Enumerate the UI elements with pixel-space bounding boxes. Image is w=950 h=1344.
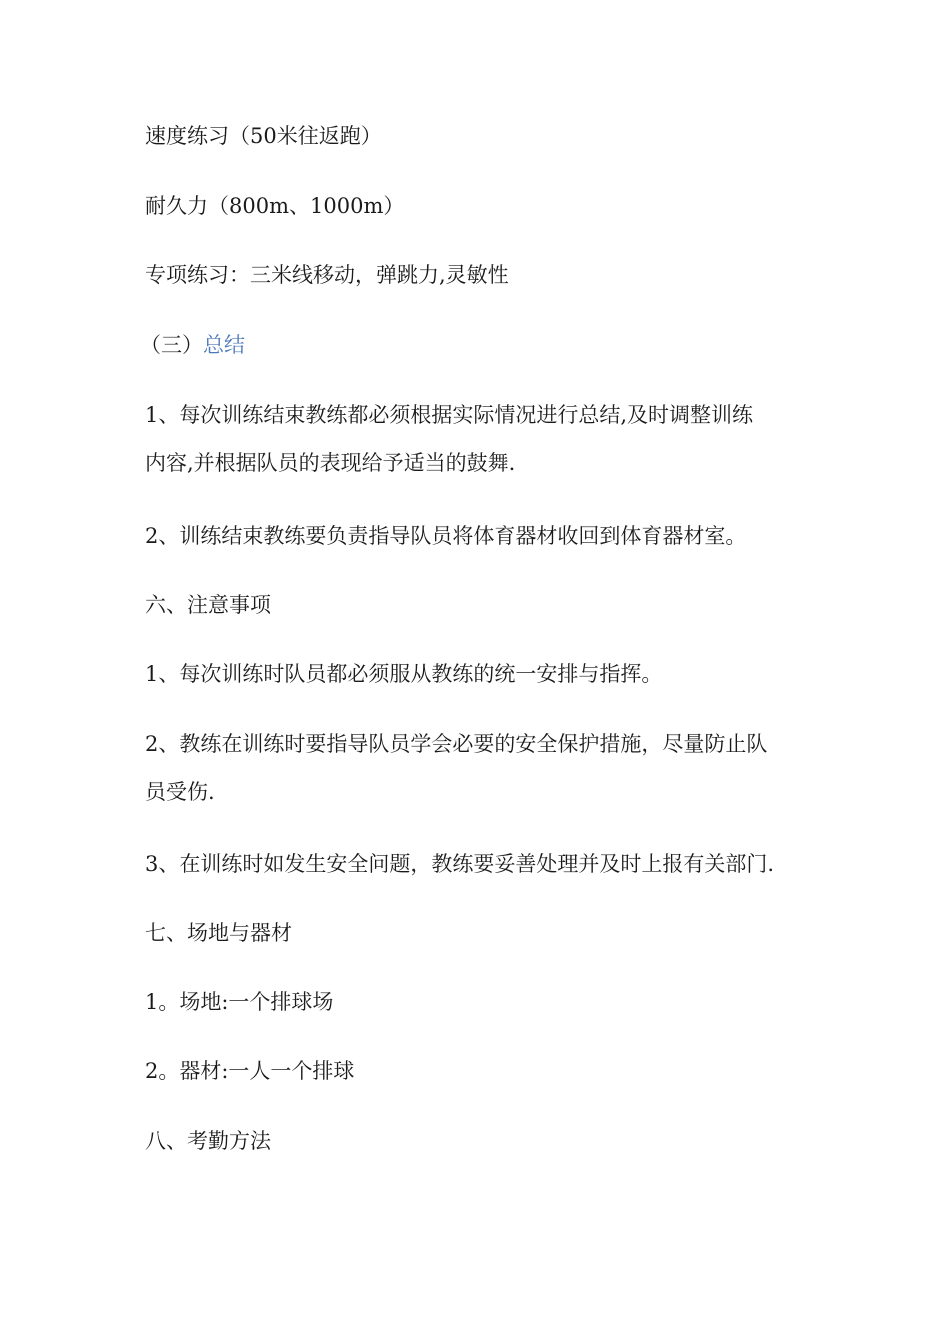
section-heading-notes [145, 581, 825, 629]
text-line: 内容,并根据队员的表现给予适当的鼓舞. [145, 451, 516, 475]
paragraph-endurance [145, 182, 825, 230]
text-line: 六、注意事项 [145, 593, 271, 617]
text-line: 3、在训练时如发生安全问题，教练要妥善处理并及时上报有关部门. [145, 852, 775, 876]
section-heading-attendance [145, 1117, 825, 1165]
text-line: 耐久力（800m、1000m） [145, 194, 405, 218]
text-line: 1、每次训练结束教练都必须根据实际情况进行总结,及时调整训练 [145, 403, 754, 427]
text-line [140, 321, 820, 369]
paragraph-speed-training [145, 112, 825, 160]
paragraph-venue-2 [145, 1047, 825, 1095]
text-line: 1、每次训练时队员都必须服从教练的统一安排与指挥。 [145, 662, 663, 686]
text-line: 员受伤. [145, 780, 215, 804]
text-line: 七、场地与器材 [145, 921, 292, 945]
paragraph-notes-1 [145, 650, 825, 698]
text-line: 1。场地:一个排球场 [145, 990, 334, 1014]
paragraph-summary-1 [145, 391, 825, 487]
paragraph-notes-3 [145, 840, 825, 888]
paragraph-notes-2 [145, 720, 825, 816]
paragraph-special-training [145, 251, 825, 299]
heading-prefix: （三） [140, 333, 203, 357]
paragraph-venue-1 [145, 978, 825, 1026]
text-line: 速度练习（50米往返跑） [145, 124, 382, 148]
text-line: 八、考勤方法 [145, 1129, 271, 1153]
text-line: 2、训练结束教练要负责指导队员将体育器材收回到体育器材室。 [145, 524, 747, 548]
paragraph-summary-2 [145, 512, 825, 560]
text-line: 2、教练在训练时要指导队员学会必要的安全保护措施，尽量防止队 [145, 732, 768, 756]
heading-title: 总结 [203, 333, 245, 357]
text-line: 专项练习：三米线移动，弹跳力,灵敏性 [145, 263, 509, 287]
section-heading-summary [140, 321, 820, 369]
text-line: 2。器材:一人一个排球 [145, 1059, 355, 1083]
section-heading-venue [145, 909, 825, 957]
